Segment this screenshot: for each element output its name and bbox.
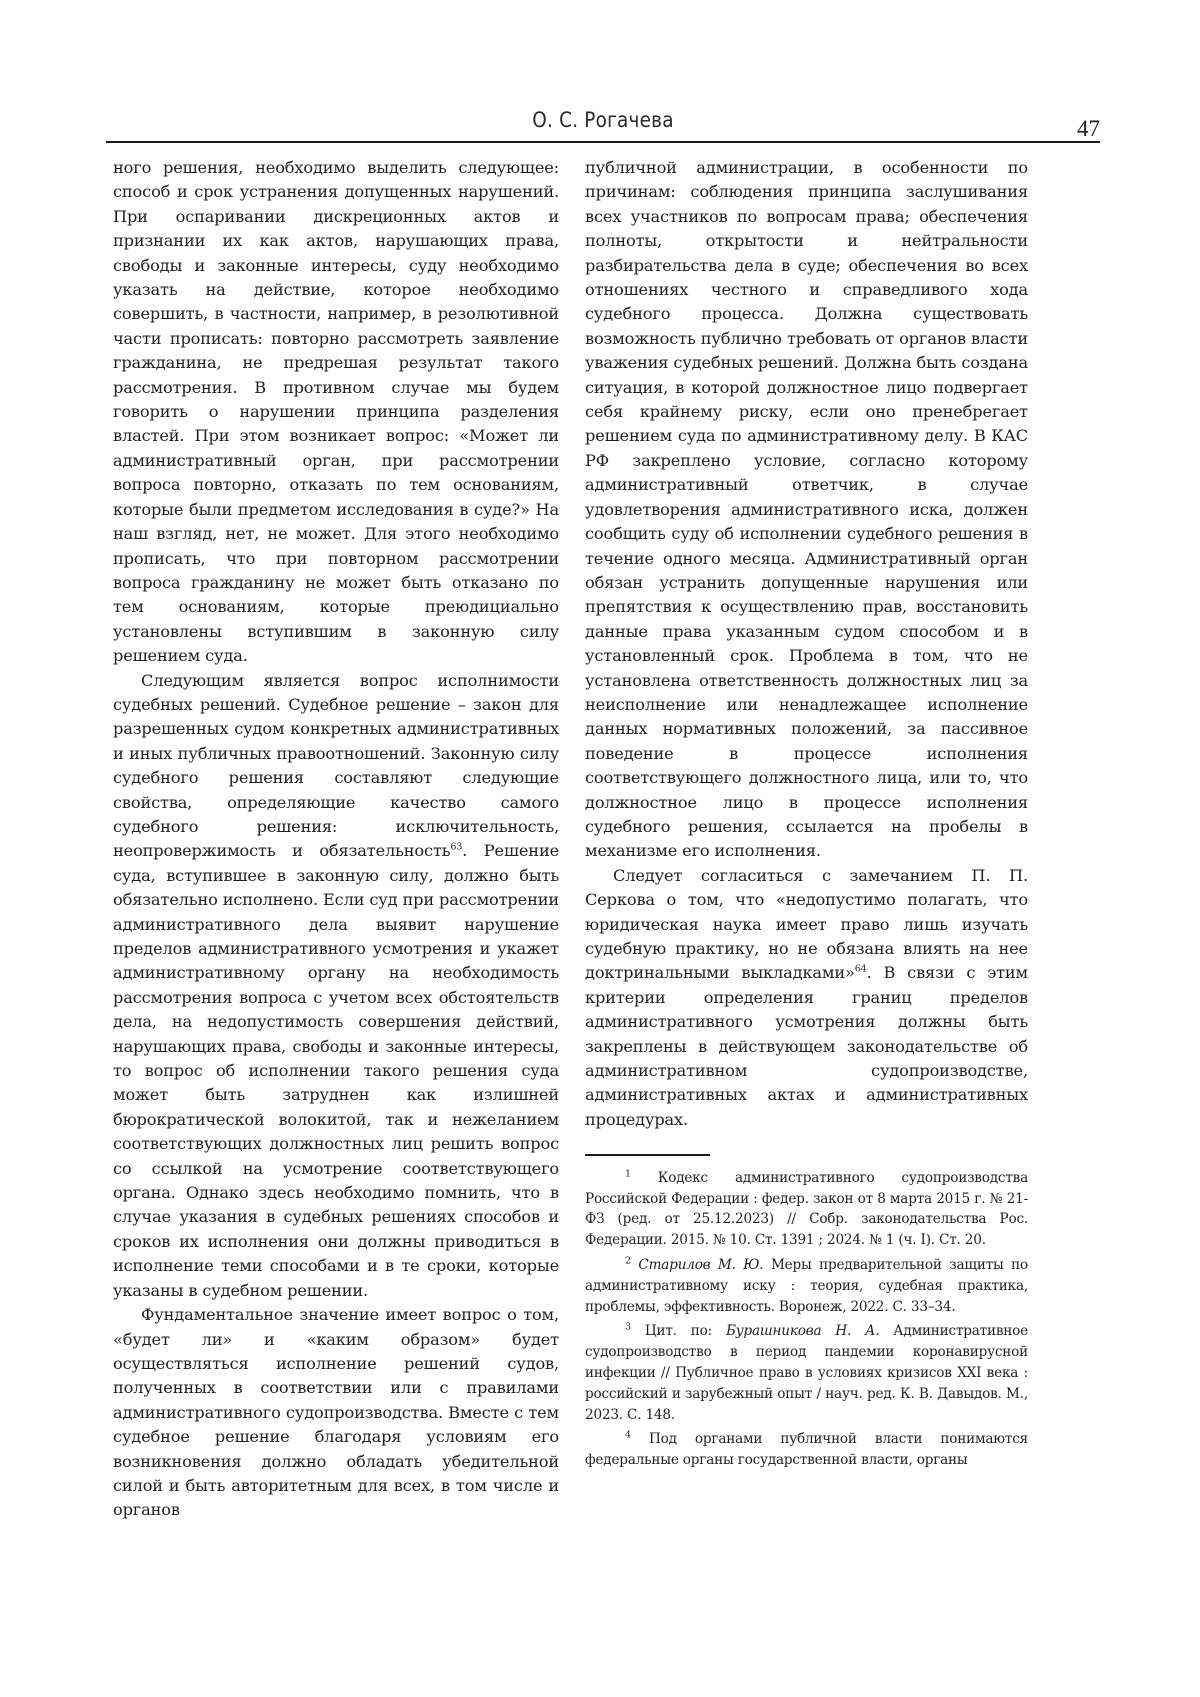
paragraph-text: публичной администрации, в особенности по причинам: соблюдения принципа заслушивания всех участников по вопросам права; обеспечения полноты, открытости и нейтральности разбирательства дела в суде; обеспечения во всех отношениях честного и справедливого хода судебного процесса. Должна существовать возможность публично требовать от органов власти уважения судебных решений. Должна быть создана ситуация, в которой должностное лицо подвергает себя крайнему риску, если оно пренебрегает решением суда по административному делу. В КАС РФ закреплено условие, согласно которому административный ответчик, в случае удовлетворения административного иска, должен сообщить суду об исполнении судебного решения в течение одного месяца. Административный орган обязан устранить допущенные нарушения или препятствия к осуществлению прав, восстановить данные права указанным судом способом и в установленный срок. Проблема в том, что не установлена ответственность должностных лиц за неисполнение или ненадлежащее исполнение данных нормативных положений, за пассивное поведение в процессе исполнения соответствующего должностного лица, или то, что должностное лицо в процессе исполнения судебного решения, ссылается на пробелы в механизме его исполнения. — [585, 158, 1028, 861]
right-column — [585, 156, 1028, 1475]
footnote-text: Под органами публичной власти понимаются федеральные органы государственной власти, органы — [585, 1431, 1028, 1469]
paragraph — [113, 1303, 559, 1523]
left-column — [113, 156, 559, 1523]
paragraph-text: . В связи с этим критерии определения границ пределов административного усмотрения должны быть закреплены в действующем законодательстве об административном судопроизводстве, административных актах и административных процедурах. — [585, 963, 1029, 1129]
footnote-text: Кодекс административного судопроизводства Российской Федерации : федер. закон от 8 марта 2015 г. № 21-ФЗ (ред. от 25.12.2023) // Собр. законодательства Рос. Федерации. 2015. № 10. Ст. 1391 ; 2024. № 1 (ч. I). Ст. 20. — [585, 1169, 1029, 1249]
footnote-text: Меры предварительной защиты по административному иску : теория, судебная практика, проблемы, эффективность. Воронеж, 2022. С. 33–34. — [585, 1256, 1028, 1315]
paragraph-text: Следующим является вопрос исполнимости судебных решений. Судебное решение – закон для разрешенных судом конкретных административных и иных публичных правоотношений. Законную силу судебного решения составляют следующие свойства, определяющие качество самого судебного решения: исключительность, неопровержимость и обязательность — [113, 670, 559, 861]
running-head — [106, 102, 1100, 142]
footnote-ref: 63 — [450, 841, 463, 853]
page-number: 47 — [1077, 116, 1100, 141]
paragraph-text: Фундаментальное значение имеет вопрос о том, «будет ли» и «каким образом» будет осуществляться исполнение решений судов, полученных в соответствии или с правилами административного судопроизводства. Вместе с тем судебное решение благодаря условиям его возникновения должно обладать убедительной силой и быть авторитетным для всех, в том числе и органов — [113, 1305, 559, 1520]
header-rule — [106, 141, 1100, 143]
footnote-number: 3 — [625, 1321, 631, 1333]
paragraph — [113, 156, 559, 669]
paragraph-text: ного решения, необходимо выделить следующее: способ и срок устранения допущенных нарушений. При оспаривании дискреционных актов и признании их как актов, нарушающих права, свободы и законные интересы, суду необходимо указать на действие, которое необходимо совершить, в частности, например, в резолютивной части прописать: повторно рассмотреть заявление гражданина, не предрешая результат такого рассмотрения. В противном случае мы будем говорить о нарушении принципа разделения властей. При этом возникает вопрос: «Может ли административный орган, при рассмотрении вопроса повторно, отказать по тем основаниям, которые были предметом исследования в суде?» На наш взгляд, нет, не может. Для этого необходимо прописать, что при повторном рассмотрении вопроса гражданину не может быть отказано по тем основаниям, которые преюдициально установлены вступившим в законную силу решением суда. — [113, 158, 559, 666]
footnote-2 — [585, 1255, 1028, 1317]
footnote-prefix: Цит. по: — [644, 1323, 726, 1340]
footnote-4 — [585, 1429, 1028, 1471]
footnote-number: 2 — [625, 1255, 631, 1267]
footnote-3 — [585, 1321, 1028, 1425]
footnote-number: 4 — [625, 1429, 631, 1441]
footnote-text: Административное судопроизводство в период пандемии коронавирусной инфекции // Публичное право в условиях кризисов XXI века : российский и зарубежный опыт / науч. ред. К. В. Давыдов. М., 2023. С. 148. — [585, 1323, 1028, 1423]
running-head-author: О. С. Рогачева — [532, 108, 674, 132]
paragraph — [113, 669, 559, 1304]
footnote-number: 1 — [625, 1168, 631, 1180]
paragraph — [585, 156, 1028, 864]
footnote-1 — [585, 1168, 1028, 1251]
paragraph-text: . Решение суда, вступившее в законную силу, должно быть обязательно исполнено. Если суд при рассмотрении административного дела выявит нарушение пределов административного усмотрения и укажет административному органу на необходимость рассмотрения вопроса с учетом всех обстоятельств дела, на недопустимость совершения действий, нарушающих права, свободы и законные интересы, то вопрос об исполнении такого решения суда может быть затруднен как излишней бюрократической волокитой, так и нежеланием соответствующих должностных лиц решить вопрос со ссылкой на усмотрение соответствующего органа. Однако здесь необходимо помнить, что в случае указания в судебных решениях способов и сроков их исполнения они должны приводиться в исполнение теми способами и в те сроки, которые указаны в судебном решении. — [113, 841, 560, 1300]
footnote-author: Старилов М. Ю. — [638, 1256, 764, 1273]
footnote-ref: 64 — [854, 964, 867, 976]
paragraph — [585, 864, 1028, 1132]
paragraph-text: Следует согласиться с замечанием П. П. Серкова о том, что «недопустимо полагать, что юридическая наука имеет право лишь изучать судебную практику, но не обязана влиять на нее доктринальными выкладками» — [585, 865, 1028, 983]
footnotes — [585, 1168, 1028, 1471]
footnote-author: Бурашникова Н. А. — [725, 1323, 880, 1340]
footnote-separator — [585, 1154, 710, 1156]
